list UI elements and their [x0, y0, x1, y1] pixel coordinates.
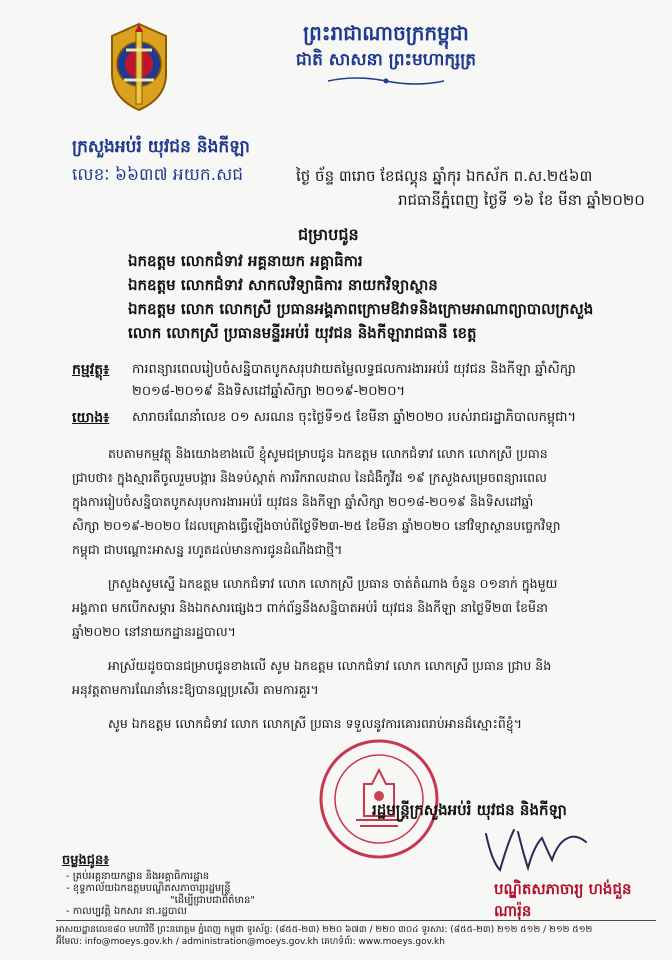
footer-address-line: អាសយដ្ឋានលេខ៨០ មហាវិថី ព្រះនរោត្តម ភ្នំពេញ កម្ពុជា ទូរស័ព្ទ: (៨៥៥-២៣) ២២០ ៦៧៣ / ២២០ ៣០៤ ទូរសារ: (៨៥៥-២៣) ២១២ ៥១២ / ២១២ ៥១២: [56, 925, 593, 935]
reference-label: យោង៖: [72, 410, 110, 426]
place-date: រាជធានីភ្នំពេញ ថ្ងៃទី ១៦ ខែ មីនា ឆ្នាំ២០២០: [398, 191, 645, 209]
signer-name: បណ្ឌិតសភាចារ្យ ហង់ជួន ណារ៉ុន: [494, 880, 632, 920]
body-line: តបតាមកម្មវត្ថុ និងយោងខាងលើ ខ្ញុំសូមជម្រាបជូន ឯកឧត្តម លោកជំទាវ លោក លោកស្រី ប្រធាន: [108, 446, 548, 461]
cc-item: - គ្រប់អគ្គនាយកដ្ឋាន និងអគ្គាធិការដ្ឋាន: [66, 871, 210, 882]
body-line: ឆ្នាំ២០២០ នៅនាយកដ្ឋានរដ្ឋបាល។: [72, 624, 236, 639]
ministry-seal-icon: [316, 736, 442, 862]
ministry-name: ក្រសួងអប់រំ យុវជន និងកីឡា: [72, 137, 250, 157]
subject-text-line1: ការពន្យារពេលរៀបចំសន្និបាតបូកសរុបវាយតម្លៃលទ្ធផលការងារអប់រំ យុវជន និងកីឡា ឆ្នាំសិក្សា: [132, 362, 576, 377]
lunar-date: ថ្ងៃ ច័ន្ទ ៣រោច ខែផល្គុន ឆ្នាំកុរ ឯកស័ក ព.ស.២៥៦៣: [296, 167, 593, 185]
cc-item: - ខុទ្ទកាល័យឯកឧត្តមបណ្ឌិតសភាចារ្យរដ្ឋមន្ត្រី: [66, 883, 231, 894]
ministry-logo: [96, 20, 182, 116]
footer-address: [56, 924, 656, 948]
cc-label: ចម្លងជូន៖: [62, 853, 109, 868]
ministry-emblem-icon: [96, 20, 182, 116]
subject-text-line2: ២០១៨-២០១៩ និងទិសដៅឆ្នាំសិក្សា ២០១៩-២០២០។: [132, 384, 406, 399]
closing-line: សូម ឯកឧត្តម លោកជំទាវ លោក លោកស្រី ប្រធាន ទទួលនូវការគោរពរាប់អានដ៏ស្មោះពីខ្ញុំ។: [108, 716, 522, 731]
kingdom-header: [236, 20, 536, 91]
body-line: ក្រសួងសូមស្នើ ឯកឧត្តម លោកជំទាវ លោក លោកស្រី ប្រធាន ចាត់តំណាង ចំនួន ០១នាក់ ក្នុងមួយ: [108, 576, 558, 591]
cc-item: - កាលប្បវត្តិ ឯកសារ នា.រដ្ឋបាល: [66, 906, 187, 917]
body-line: អង្គភាព មកបើកសម្ភារ និងឯកសារផ្សេងៗ ពាក់ព័ន្ធនឹងសន្និបាតអប់រំ យុវជន និងកីឡា នាថ្ងៃទី២៣ ខែមីនា: [72, 600, 548, 615]
cc-item-note: "ដើម្បីជ្រាបជាព័ត៌មាន": [170, 895, 255, 906]
salutation: ជម្រាបជូន: [298, 225, 359, 244]
signer-title: រដ្ឋមន្ត្រីក្រសួងអប់រំ យុវជន និងកីឡា: [372, 801, 567, 819]
kingdom-title: ព្រះរាជាណាចក្រកម្ពុជា: [303, 21, 469, 45]
reference-text: សារាចរណែនាំលេខ ០១ សរណន ចុះថ្ងៃទី១៥ ខែមីនា ឆ្នាំ២០២០ របស់រាជរដ្ឋាភិបាលកម្ពុជា។: [132, 410, 577, 425]
ornament-divider-icon: [326, 75, 446, 87]
body-line: អាស្រ័យដូចបានជម្រាបជូនខាងលើ សូម ឯកឧត្តម លោកជំទាវ លោក លោកស្រី ប្រធាន ជ្រាប និង: [108, 658, 552, 673]
subject-label: កម្មវត្ថុ៖: [72, 362, 110, 378]
footer-contact-line: អ៊ីមែល: info@moeys.gov.kh / administration@moeys.gov.kh គេហទំព័រ: www.moeys.gov.kh: [56, 937, 445, 947]
body-line: ក្នុងការរៀបចំសន្និបាតបូកសរុបការងារអប់រំ យុវជន និងកីឡា ឆ្នាំសិក្សា ២០១៨-២០១៩ និងទិសដៅឆ្នាំ: [72, 494, 534, 509]
body-line: ជ្រាបថា៖ ក្នុងស្មារតីចូលរួមបង្ការ និងទប់ស្កាត់ ការរីករាលដាល នៃជំងឺកូវីដ ១៩ ក្រសួងសម្រេចពន្យារពេល: [72, 470, 547, 485]
body-line: សិក្សា ២០១៩-២០២០ ដែលគ្រោងធ្វើឡើងចាប់ពីថ្ងៃទី២៣-២៥ ខែមីនា ឆ្នាំ២០២០ នៅវិទ្យាស្ថានបច្ចេកវិទ្យា: [72, 518, 561, 533]
recipient-line: ឯកឧត្តម លោកជំទាវ អគ្គនាយក អគ្គាធិការ: [128, 252, 363, 270]
reference-number: លេខៈ ៦៦៣៧ អយក.សជ: [72, 165, 244, 185]
recipient-line: ឯកឧត្តម លោក លោកស្រី ប្រធានអង្គភាពក្រោមឱវាទនិងក្រោមអាណាព្យាបាលក្រសួង: [128, 300, 594, 318]
body-line: កម្ពុជា ជាបណ្តោះអាសន្ន រហូតដល់មានការជូនដំណឹងជាថ្មី។: [72, 542, 343, 557]
official-stamp: [316, 736, 442, 862]
recipient-line: លោក លោកស្រី ប្រធានមន្ទីរអប់រំ យុវជន និងកីឡារាជធានី ខេត្ត: [128, 324, 477, 342]
handwritten-signature: [468, 812, 598, 882]
signature-icon: [468, 812, 598, 882]
body-line: អនុវត្តតាមការណែនាំនេះឱ្យបានល្អប្រសើរ តាមការគួរ។: [72, 682, 319, 697]
recipient-line: ឯកឧត្តម លោកជំទាវ សាកលវិទ្យាធិការ នាយកវិទ្យាស្ថាន: [128, 276, 438, 294]
national-motto: ជាតិ សាសនា ព្រះមហាក្សត្រ: [295, 50, 477, 70]
footer-divider: [56, 920, 656, 921]
